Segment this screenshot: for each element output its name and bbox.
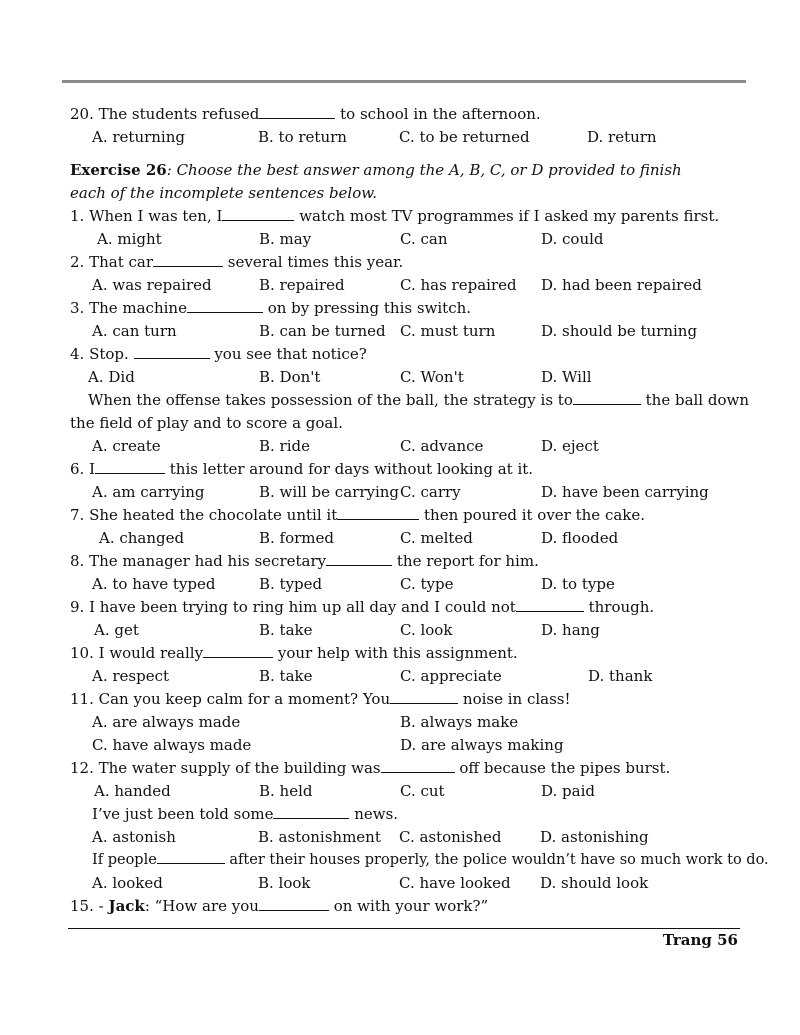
answer-blank xyxy=(337,505,419,520)
options-row xyxy=(70,435,770,458)
option-b[interactable]: B. to return xyxy=(258,128,347,146)
option-b[interactable]: B. Don't xyxy=(259,368,321,386)
option-a[interactable]: A. can turn xyxy=(92,322,177,340)
option-c[interactable]: C. type xyxy=(400,575,454,593)
option-c[interactable]: C. must turn xyxy=(400,322,496,340)
answer-blank xyxy=(259,104,335,119)
answer-blank xyxy=(187,298,263,313)
option-b[interactable]: B. may xyxy=(259,230,312,248)
option-a[interactable]: A. might xyxy=(97,230,162,248)
option-b[interactable]: B. typed xyxy=(259,575,323,593)
option-a[interactable]: A. create xyxy=(92,437,161,455)
options-row xyxy=(70,320,770,343)
options-row xyxy=(70,366,770,389)
option-c[interactable]: C. have always made xyxy=(92,736,252,754)
option-c[interactable]: C. Won't xyxy=(400,368,464,386)
option-d[interactable]: D. should look xyxy=(540,874,649,892)
answer-blank xyxy=(134,344,210,359)
answer-blank xyxy=(157,849,225,864)
option-c[interactable]: C. cut xyxy=(400,782,445,800)
question-text: to school in the afternoon. xyxy=(335,105,541,123)
options-row xyxy=(70,711,770,734)
option-b[interactable]: B. ride xyxy=(259,437,311,455)
option-c[interactable]: C. can xyxy=(400,230,448,248)
option-d[interactable]: D. return xyxy=(587,128,657,146)
answer-blank xyxy=(381,758,455,773)
question-15: 15. - Jack: “How are you on with your work?” xyxy=(70,897,489,915)
option-c[interactable]: C. to be returned xyxy=(399,128,530,146)
options-row xyxy=(70,619,770,642)
option-d[interactable]: D. paid xyxy=(541,782,595,800)
option-c[interactable]: C. appreciate xyxy=(400,667,502,685)
options-row xyxy=(70,481,770,504)
option-c[interactable]: C. has repaired xyxy=(400,276,517,294)
option-b[interactable]: B. formed xyxy=(259,529,335,547)
option-d[interactable]: D. could xyxy=(541,230,604,248)
question-5-continuation: the field of play and to score a goal. xyxy=(70,414,343,432)
page-number: Trang 56 xyxy=(662,931,738,949)
option-a[interactable]: A. get xyxy=(94,621,139,639)
question-14: If people after their houses properly, the police wouldn’t have so much work to do. xyxy=(70,849,770,872)
option-a[interactable]: A. returning xyxy=(92,128,185,146)
answer-blank xyxy=(153,252,223,267)
options-row xyxy=(70,734,770,757)
footer-rule xyxy=(68,928,740,929)
question-3: 3. The machine on by pressing this switch. xyxy=(70,299,472,317)
options-row xyxy=(70,274,770,297)
option-a[interactable]: A. looked xyxy=(92,874,163,892)
options-row xyxy=(70,573,770,596)
option-a[interactable]: A. was repaired xyxy=(92,276,212,294)
option-d[interactable]: D. to type xyxy=(541,575,615,593)
header-rule xyxy=(62,80,746,83)
question-13: I’ve just been told some news. xyxy=(92,805,399,823)
question-text: 20. The students refused xyxy=(70,105,260,123)
option-b[interactable]: B. always make xyxy=(400,713,519,731)
answer-blank xyxy=(516,597,584,612)
question-8: 8. The manager had his secretary the report for him. xyxy=(70,552,539,570)
option-a[interactable]: A. am carrying xyxy=(92,483,205,501)
answer-blank xyxy=(259,896,329,911)
speaker-name: Jack xyxy=(108,897,145,915)
option-c[interactable]: C. advance xyxy=(400,437,484,455)
answer-blank xyxy=(390,689,458,704)
options-row xyxy=(70,527,770,550)
option-d[interactable]: D. astonishing xyxy=(540,828,649,846)
option-b[interactable]: B. astonishment xyxy=(258,828,381,846)
question-20 xyxy=(70,103,770,126)
option-d[interactable]: D. eject xyxy=(541,437,599,455)
question-12: 12. The water supply of the building was off because the pipes burst. xyxy=(70,759,671,777)
option-d[interactable]: D. hang xyxy=(541,621,600,639)
option-b[interactable]: B. look xyxy=(258,874,311,892)
option-a[interactable]: A. respect xyxy=(92,667,170,685)
answer-blank xyxy=(203,643,273,658)
option-d[interactable]: D. should be turning xyxy=(541,322,698,340)
option-a[interactable]: A. changed xyxy=(99,529,185,547)
option-d[interactable]: D. flooded xyxy=(541,529,619,547)
answer-blank xyxy=(273,804,349,819)
question-7: 7. She heated the chocolate until it then poured it over the cake. xyxy=(70,506,646,524)
options-row xyxy=(70,665,770,688)
answer-blank xyxy=(222,206,294,221)
option-b[interactable]: B. held xyxy=(259,782,313,800)
question-9: 9. I have been trying to ring him up all day and I could not through. xyxy=(70,598,655,616)
answer-blank xyxy=(573,390,641,405)
options-row xyxy=(70,228,770,251)
question-11: 11. Can you keep calm for a moment? You noise in class! xyxy=(70,690,571,708)
exercise-title: Exercise 26 xyxy=(70,161,167,179)
options-row xyxy=(70,826,770,849)
option-b[interactable]: B. take xyxy=(259,667,313,685)
option-b[interactable]: B. will be carrying xyxy=(259,483,400,501)
option-b[interactable]: B. take xyxy=(259,621,313,639)
question-4: 4. Stop. you see that notice? xyxy=(70,345,367,363)
option-a[interactable]: A. are always made xyxy=(92,713,241,731)
question-6: 6. I this letter around for days without looking at it. xyxy=(70,460,534,478)
answer-blank xyxy=(95,459,165,474)
question-1: 1. When I was ten, I watch most TV programmes if I asked my parents first. xyxy=(70,207,720,225)
option-d[interactable]: D. Will xyxy=(541,368,592,386)
option-a[interactable]: A. astonish xyxy=(92,828,176,846)
exercise-heading: Exercise 26: Choose the best answer among the A, B, C, or D provided to finish each of the incomplete sentences below. xyxy=(70,161,682,202)
option-d[interactable]: D. thank xyxy=(588,667,653,685)
option-d[interactable]: D. had been repaired xyxy=(541,276,702,294)
option-b[interactable]: B. can be turned xyxy=(259,322,386,340)
answer-blank xyxy=(326,551,392,566)
option-b[interactable]: B. repaired xyxy=(259,276,345,294)
exercise-page xyxy=(70,103,770,918)
exercise-instruction: Choose the best answer among the A, B, C, or D provided to finish each of the incomplete sentences below. xyxy=(70,161,682,202)
options-row xyxy=(70,872,770,895)
question-10: 10. I would really your help with this assignment. xyxy=(70,644,518,662)
option-d[interactable]: D. have been carrying xyxy=(541,483,709,501)
option-d[interactable]: D. are always making xyxy=(400,736,564,754)
option-a[interactable]: A. handed xyxy=(94,782,171,800)
option-a[interactable]: A. to have typed xyxy=(92,575,216,593)
question-5: When the offense takes possession of the ball, the strategy is to the ball down xyxy=(88,391,750,409)
option-c[interactable]: C. astonished xyxy=(399,828,502,846)
option-c[interactable]: C. have looked xyxy=(399,874,511,892)
option-c[interactable]: C. carry xyxy=(400,483,461,501)
option-c[interactable]: C. melted xyxy=(400,529,473,547)
question-2: 2. That car several times this year. xyxy=(70,253,404,271)
option-c[interactable]: C. look xyxy=(400,621,453,639)
options-row xyxy=(70,780,770,803)
options-row xyxy=(70,126,770,149)
option-a[interactable]: A. Did xyxy=(88,368,135,386)
